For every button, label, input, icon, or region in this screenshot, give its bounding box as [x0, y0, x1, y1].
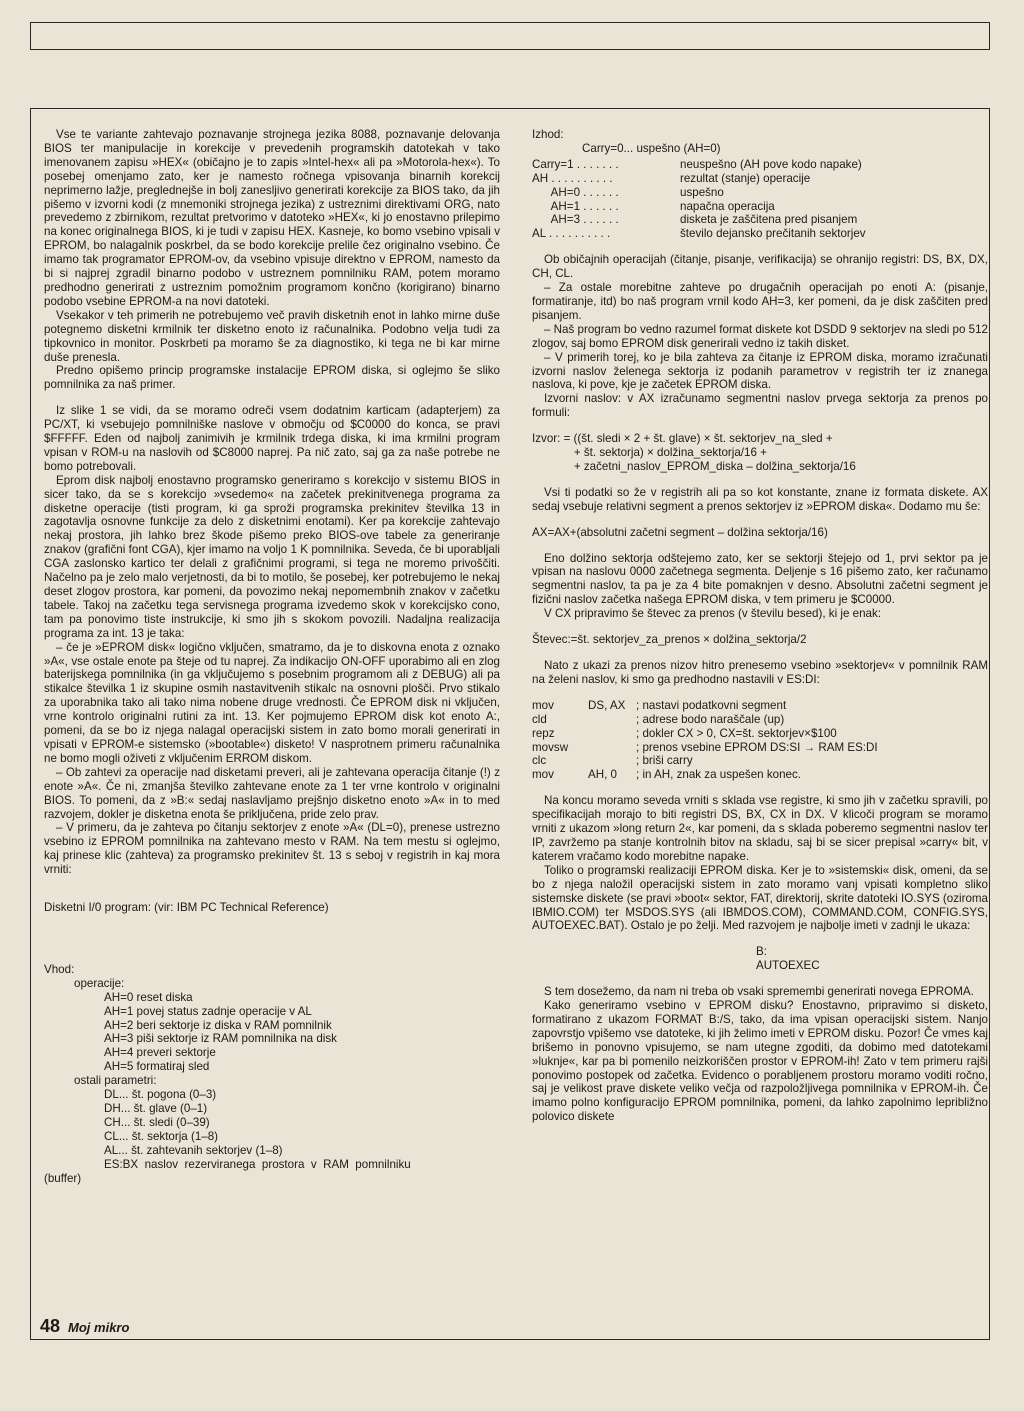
output-row: AH . . . . . . . . . . rezultat (stanje) operacije — [532, 171, 811, 185]
output-row: AH=1 . . . . . . napačna operacija — [532, 199, 775, 213]
paragraph: Predno opišemo princip programske instalacije EPROM diska, si oglejmo še sliko pomnilnika za naš primer. — [44, 364, 500, 392]
formula-ax: AX=AX+(absolutni začetni segment – dolžina sektorja/16) — [532, 525, 828, 539]
paragraph: – V primeru, da je zahteva po čitanju sektorjev z enote »A« (DL=0), prenese ustrezno vsebino iz EPROM pomnilnika na zahtevano mesto v RAM. Na tem mestu si oglejmo, kaj prinese klic (zahteva) za programsko prekinitev št. 13 s seboj v registrih in kaj mora vrniti: — [44, 821, 500, 877]
param-item: CL... št. sektorja (1–8) — [104, 1129, 219, 1143]
formula-stevec: Števec:=št. sektorjev_za_prenos × dolžina_sektorja/2 — [532, 633, 807, 647]
buffer-label: (buffer) — [44, 1171, 82, 1185]
paragraph: – Naš program bo vedno razumel format diskete kot DSDD 9 sektorjev na sledi po 512 zlogov, saj bomo EPROM disk generirali vedno iz takih disket. — [532, 322, 988, 350]
carry-line: Carry=0... uspešno (AH=0) — [582, 141, 721, 155]
paragraph: Eprom disk najbolj enostavno programsko generiramo s korekcijo v sistemu BIOS in sicer tako, da se s korekcijo »vsedemo« na začetek prekinitvenega programa za disketne operacije (tisti program, ki ga sproži programska prekinitev številka 13 in zagotavlja osnovne funkcije za delo z disketnimi enotami). Ker pa korekcije zahtevajo nekaj prostora, jih lahko brez škode pišemo preko BIOS-ove tabele za generiranje znakov (grafični font CGA), kjer imamo na voljo 1 K pomnilnika. Seveda, če bi uporabljali CGA zaslonsko kartico ter delali z grafičnimi programi, si tega ne moremo privoščiti. Načelno pa je zelo malo verjetnosti, da bi to motilo, še posebej, ker potrebujemo le nekaj deset zlogov prostora, kar pomeni, da povozimo nekaj nepomembnih znakov v začetku tabele. Takoj na začetku tega servisnega programa izvedemo skok v korekcijsko cono, tam pa ponovimo tiste instrukcije, ki smo jih s skokom povozili. Nadaljna realizacija programa za int. 13 je taka: — [44, 473, 500, 640]
paragraph: Toliko o programski realizaciji EPROM diska. Ker je to »sistemski« disk, omeni, da se bo z njega naložil operacijski sistem in zato moramo vanj vpisati kompletno sliko sistemske diskete (se pravi »boot« sektor, FAT, direktorij, skrite datoteki IO.SYS (oziroma IBMIO.COM) ter MSDOS.SYS (ali IBMDOS.COM), COMMAND.COM, CONFIG.SYS, AUTOEXEC.BAT). Ostalo je po želji. Med razvojem je najbolje imeti v zadnji le ukaza: — [532, 863, 988, 933]
header-frame — [30, 22, 990, 50]
param-item: ES:BX naslov rezerviranega prostora v RAM pomnilniku — [104, 1157, 411, 1171]
reference-line: Disketni I/0 program: (vir: IBM PC Technical Reference) — [44, 901, 329, 915]
paragraph: – Za ostale morebitne zahteve po drugačnih operacijah po enoti A: (pisanje, formatiranje, itd) bo naš program vrnil kodo AH=3, ker pomeni, da je disk zaščiten pred pisanjem. — [532, 281, 988, 322]
paragraph: S tem dosežemo, da nam ni treba ob vsaki spremembi generirati novega EPROMA. — [544, 985, 974, 999]
page-footer — [40, 1316, 129, 1337]
output-row: AH=0 . . . . . . uspešno — [532, 185, 724, 199]
asm-line: movsw ; prenos vsebine EPROM DS:SI → RAM ES:DI — [532, 740, 878, 754]
paragraph: Nato z ukazi za prenos nizov hitro prenesemo vsebino »sektorjev« v pomnilnik RAM na želeni naslov, ki smo ga predhodno nastavili v ES:DI: — [532, 659, 988, 686]
paragraph: Ob običajnih operacijah (čitanje, pisanje, verifikacija) se ohranijo registri: DS, BX, DX, CH, CL. — [532, 253, 988, 281]
asm-line: cld ; adrese bodo naraščale (up) — [532, 712, 785, 726]
output-table — [532, 158, 988, 241]
output-row: AH=3 . . . . . . disketa je zaščitena pred pisanjem — [532, 213, 858, 227]
command-line: AUTOEXEC — [756, 959, 820, 973]
right-column — [532, 128, 988, 1124]
asm-line: mov DS, AX ; nastavi podatkovni segment — [532, 698, 787, 712]
paragraph: Vse te variante zahtevajo poznavanje strojnega jezika 8088, poznavanje delovanja BIOS ter manipulacije in korekcije v prevedenih programskih datotekah v tako imenovanem zapisu »HEX« (običajno je to zapis »Intel-hex« ali pa »Motorola-hex«). To posebej omenjamo zato, ker je namesto ročnega vpisovanja binarnih korekcij neprimerno lažje, preglednejše in bolj zanesljivo generirati korekcije za BIOS tako, da jih pišemo v izvorni kodi (z mnemoniki strojnega jezika) z ustreznimi direktivami ORG, nato prevedemo z zbirnikom, rezultat pretvorimo v datoteko »HEX«, ki jo enostavno prilepimo na konec originalnega BIOS, ki je tudi v zapisu HEX. Kasneje, ko bomo vsebino vpisali v EPROM, bo nalagalnik poskrbel, da se bodo korekcije prelile čez originalno vsebino. Če imamo tak programator EPROM-ov, da vsebino vpisuje direktno v EPROM, namesto da bi si najprej zgradil binarno podobo v ustreznem pomnilniku RAM, potem moramo predhodno generirati z ustreznim pomožnim programom končno (korigirano) binarno podobo vsebine EPROM-a na novi datoteki. — [44, 128, 500, 308]
paragraph: Eno dolžino sektorja odštejemo zato, ker se sektorji štejejo od 1, prvi sektor pa je vpisan na naslovu 0000 začetnega segmenta. Deljenje s 16 pišemo zato, ker računamo segmentni naslov, ta pa je za 4 bite pomaknjen v desno. Absolutni začetni segment je fizični naslov začetka našega EPROM diska, v tem primeru je $C0000. — [532, 551, 988, 607]
operations-block — [44, 977, 500, 1172]
output-row: AL . . . . . . . . . . število dejansko prečitanih sektorjev — [532, 227, 866, 241]
magazine-name: Moj mikro — [68, 1320, 130, 1335]
paragraph: – Ob zahtevi za operacije nad disketami preveri, ali je zahtevana operacija čitanje (!) z enote »A«. Če ni, zmanjša številko zahtevane enote za 1 ter vrne kontrolo v originalni BIOS. To pomeni, da z »B:« sedaj naslavljamo prejšnjo disketno enoto »A« in to med razvojem, dokler je disketna enota še priključena, pride zelo prav. — [44, 765, 500, 821]
left-column — [44, 128, 500, 1185]
paragraph: – če je »EPROM disk« logično vključen, smatramo, da je to diskovna enota z oznako »A«, vse ostale enote pa šteje od tu naprej. Za indikacijo ON-OFF uporabimo ali en zlog baterijskega pomnilnika (in ga vključujemo s posebnim programom ali z DEBUG) ali pa stikalce številka 1 iz skupine osmih nastavitvenih stikalc na osnovni plošči. Prvo stikalo za uporabnika tako ali tako nima nobene druge vrednosti. Če EPROM disk ni vključen, vrne kontrolo originalni rutini za int. 13. Ker pojmujemo EPROM disk kot enoto A:, pomeni, da se bo iz njega nalagal operacijski sistem in zato bomo morali generirati in vpisati v EPROM-e sistemsko (»bootable«) disketo! V nasprotnem primeru računalnika ne bomo mogli oživeti z vključenim ERROM diskom. — [44, 640, 500, 765]
paragraph: Iz slike 1 se vidi, da se moramo odreči vsem dodatnim karticam (adapterjem) za PC/XT, ki vsebujejo pomnilniške naslove v območju od $C0000 do konca, se pravi $FFFFF. Eden od najbolj zanimivih je krmilnik trdega diska, ki ima krmilni program vpisan v ROM-u na naslovih od $C8000 naprej. Pa nič zato, saj ga za naše potrebe ne bomo potrebovali. — [44, 404, 500, 473]
assembly-listing — [532, 699, 988, 782]
param-item: AL... št. zahtevanih sektorjev (1–8) — [104, 1143, 283, 1157]
operation-item: AH=2 beri sektorje iz diska v RAM pomnilnik — [104, 1018, 332, 1032]
izhod-label: Izhod: — [532, 128, 564, 141]
command-line: B: — [756, 945, 767, 959]
paragraph: Kako generiramo vsebino v EPROM disku? Enostavno, pripravimo si disketo, formatirano z ukazom FORMAT B:/S, tako, da ima vpisan operacijski sistem. Nanjo zapovrstjo vpišemo vse datoteke, ki jih želimo imeti v EPROM disku. Pozor! Če vmes kaj brišemo in ponovno vpisujemo, se nam utegne zgoditi, da dobimo med datotekami »luknje«, kar pa bi pomenilo neizkoriščen prostor v EPROM-ih! Zato v tem primeru rajši ponovimo postopek od začetka. Evidenco o porabljenem prostoru moramo voditi ročno, saj je velikost prave diskete veliko večja od razpoložljivega pomnilnika v EPROM-ih. Če imamo polno konfiguracijo EPROM pomnilnika, pomeni, da lahko zapolnimo lepribližno polovico diskete — [532, 999, 988, 1124]
autoexec-commands — [532, 945, 988, 973]
vhod-label: Vhod: — [44, 962, 75, 976]
asm-line: clc ; briši carry — [532, 754, 693, 768]
param-item: DL... št. pogona (0–3) — [104, 1088, 217, 1102]
paragraph: Izvorni naslov: v AX izračunamo segmentni naslov prvega sektorja za prenos po formuli: — [532, 392, 988, 420]
asm-line: repz ; dokler CX > 0, CX=št. sektorjev×$100 — [532, 726, 837, 740]
param-item: DH... št. glave (0–1) — [104, 1102, 208, 1115]
paragraph: V CX pripravimo še števec za prenos (v številu besed), ki je enak: — [544, 607, 882, 621]
formula-izvor: Izvor: = ((št. sledi × 2 + št. glave) × št. sektorjev_na_sled + + št. sektorja) × dolžina_sektorja/16 + + začetni_naslov_EPROM_diska – dolžina_sektorja/16 — [532, 432, 856, 473]
paragraph: Vsekakor v teh primerih ne potrebujemo več pravih disketnih enot in lahko mirne duše potegnemo disketni krmilnik ter disketno enoto iz računalnika. Podobno velja tudi za tipkovnico in monitor. Poskrbeti pa moramo še za diagnostiko, ki tega ne bi kar mirne duše prenesla. — [44, 308, 500, 364]
paragraph: – V primerih torej, ko je bila zahteva za čitanje iz EPROM diska, moramo izračunati izvorni naslov želenega sektorja iz podanih parametrov v registrih ter iz znanega naslova, ki pove, kje je začetek EPROM diska. — [532, 350, 988, 392]
paragraph: Na koncu moramo seveda vrniti s sklada vse registre, ki smo jih v začetku spravili, po specifikacijah morajo to biti registri DS, BX, CX in DX. V klicoči program se moramo vrniti z ukazom »long return 2«, kar pomeni, da s sklada poberemo segmentni naslov ter IP, zavržemo pa stanje kontrolnih bitov na skladu, saj bi se sicer prepisal »carry« bit, v katerem vračamo kodo morebitne napake. — [532, 794, 988, 863]
param-item: CH... št. sledi (0–39) — [104, 1115, 210, 1129]
output-row: Carry=1 . . . . . . . neuspešno (AH pove kodo napake) — [532, 157, 862, 171]
paragraph: Vsi ti podatki so že v registrih ali pa so kot konstante, znane iz formata diskete. AX sedaj vsebuje relativni segment a prenos sektorjev iz »EPROM diska«. Dodamo mu še: — [532, 485, 988, 513]
params-label: ostali parametri: — [74, 1074, 157, 1088]
operation-item: AH=5 formatiraj sled — [104, 1060, 210, 1074]
operation-item: AH=4 preveri sektorje — [104, 1046, 216, 1060]
operation-item: AH=3 piši sektorje iz RAM pomnilnika na disk — [104, 1032, 337, 1046]
asm-line: mov AH, 0 ; in AH, znak za uspešen konec. — [532, 768, 801, 782]
operation-item: AH=1 povej status zadnje operacije v AL — [104, 1004, 312, 1018]
operations-label: operacije: — [74, 976, 125, 990]
operation-item: AH=0 reset diska — [104, 990, 193, 1004]
page-number: 48 — [40, 1316, 61, 1336]
